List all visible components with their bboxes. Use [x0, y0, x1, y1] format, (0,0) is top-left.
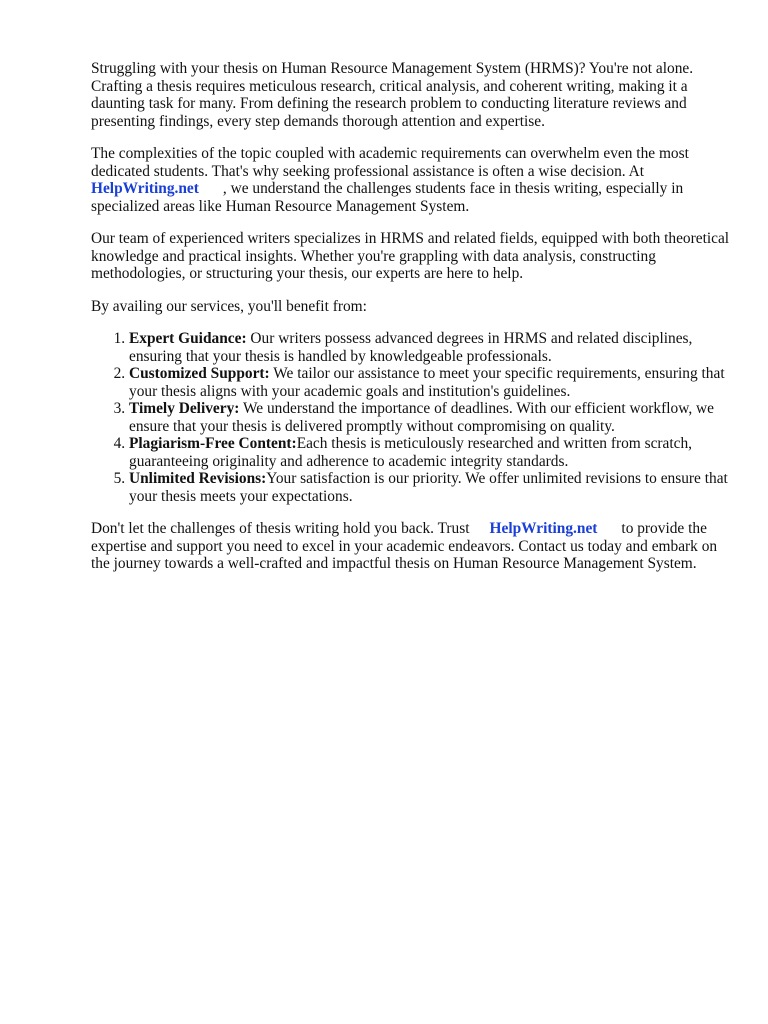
benefits-intro: By availing our services, you'll benefit from:	[91, 297, 367, 315]
list-item	[129, 435, 731, 470]
list-item	[129, 470, 731, 505]
complexities-paragraph	[91, 145, 731, 215]
benefit-term: Unlimited Revisions:	[129, 470, 267, 487]
helpwriting-link-2[interactable]: HelpWriting.net	[489, 520, 598, 537]
benefit-text: Our writers possess advanced degrees in HRMS and related disciplines, ensuring that your thesis is handled by knowledgeable professionals.	[129, 330, 693, 365]
complexities-text-cont: , we understand the challenges students face in thesis writing, especially in specialized areas like Human Resource Management System.	[91, 180, 684, 215]
document-page	[91, 60, 731, 588]
complexities-text: The complexities of the topic coupled with academic requirements can overwhelm even the most dedicated students. That's why seeking professional assistance is often a wise decision. At	[91, 145, 689, 180]
benefit-text: Your satisfaction is our priority. We offer unlimited revisions to ensure that your thesis meets your expectations.	[129, 470, 728, 505]
benefit-term: Expert Guidance:	[129, 330, 247, 347]
list-item	[129, 330, 731, 365]
benefit-text: We understand the importance of deadlines. With our efficient workflow, we ensure that your thesis is delivered promptly without compromising on quality.	[129, 400, 714, 435]
closing-paragraph	[91, 520, 731, 573]
team-paragraph: Our team of experienced writers specializes in HRMS and related fields, equipped with both theoretical knowledge and practical insights. Whether you're grappling with data analysis, constructing methodologies, or structuring your thesis, our experts are here to help.	[91, 230, 730, 282]
benefit-term: Customized Support:	[129, 365, 270, 382]
helpwriting-link-1[interactable]: HelpWriting.net	[91, 180, 199, 197]
benefit-term: Plagiarism-Free Content:	[129, 435, 297, 452]
benefit-term: Timely Delivery:	[129, 400, 240, 417]
closing-text-cont: to provide the expertise and support you need to excel in your academic endeavors. Contact us today and embark on the journey towards a well-crafted and impactful thesis on Human Resource Management System.	[91, 520, 718, 572]
benefits-list	[91, 330, 731, 505]
list-item	[129, 400, 731, 435]
benefit-text: Each thesis is meticulously researched and written from scratch, guaranteeing originality and adherence to academic integrity standards.	[129, 435, 693, 470]
benefit-text: We tailor our assistance to meet your specific requirements, ensuring that your thesis aligns with your academic goals and institution's guidelines.	[129, 365, 725, 400]
intro-paragraph: Struggling with your thesis on Human Resource Management System (HRMS)? You're not alone. Crafting a thesis requires meticulous research, critical analysis, and coherent writing, making it a daunting task for many. From defining the research problem to conducting literature reviews and presenting findings, every step demands thorough attention and expertise.	[91, 60, 694, 130]
closing-text: Don't let the challenges of thesis writing hold you back. Trust	[91, 520, 470, 537]
list-item	[129, 365, 731, 400]
